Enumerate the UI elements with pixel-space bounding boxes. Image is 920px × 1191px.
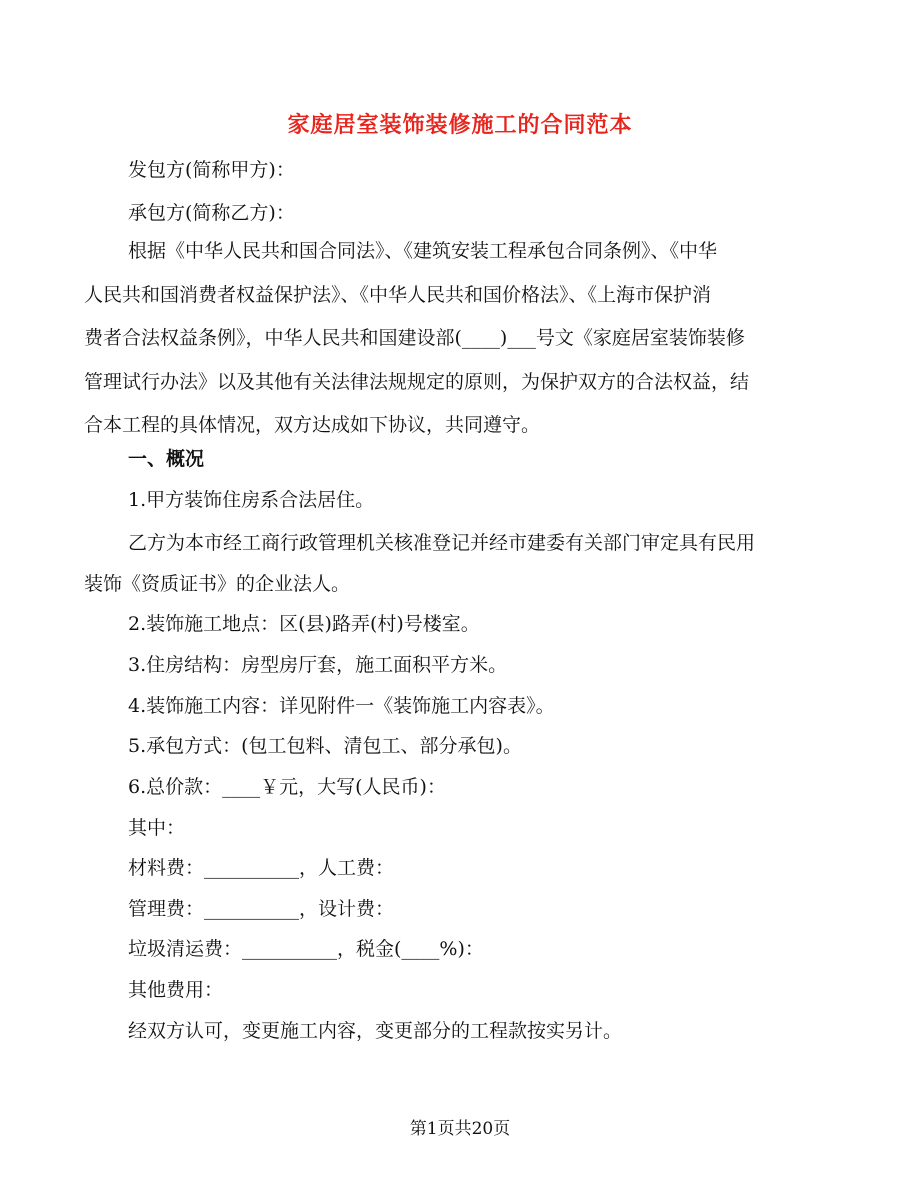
material-fee-line: 材料费：__________，人工费： [128, 857, 395, 879]
change-note-line: 经双方认可，变更施工内容，变更部分的工程款按实另计。 [128, 1020, 623, 1042]
clause-item-4: 4.装饰施工内容：详见附件一《装饰施工内容表》。 [128, 695, 555, 717]
clause-item-6: 6.总价款：____￥元，大写(人民币)： [128, 776, 446, 798]
management-fee-line: 管理费：__________，设计费： [128, 898, 395, 920]
clause-item-1: 1.甲方装饰住房系合法居住。 [128, 489, 375, 511]
preamble-line-5: 合本工程的具体情况，双方达成如下协议，共同遵守。 [84, 414, 541, 436]
document-title: 家庭居室装饰装修施工的合同范本 [287, 112, 633, 138]
garbage-fee-line: 垃圾清运费：__________，税金(____%)： [128, 938, 484, 960]
preamble-line-3: 费者合法权益条例》，中华人民共和国建设部(____)___号文《家庭居室装饰装修 [84, 327, 745, 349]
preamble-line-2: 人民共和国消费者权益保护法》、《中华人民共和国价格法》、《上海市保护消 [84, 284, 712, 306]
clause-item-1-detail-1: 乙方为本市经工商行政管理机关核准登记并经市建委有关部门审定具有民用 [128, 532, 756, 554]
section-heading-overview: 一、概况 [128, 448, 205, 470]
party-a-line: 发包方(简称甲方)： [128, 159, 295, 181]
other-fee-line: 其他费用： [128, 979, 224, 1001]
page-number: 第1页共20页 [409, 1119, 511, 1139]
clause-item-5: 5.承包方式：(包工包料、清包工、部分承包)。 [128, 735, 522, 757]
preamble-line-4: 管理试行办法》以及其他有关法律法规规定的原则，为保护双方的合法权益，结 [84, 371, 750, 393]
preamble-line-1: 根据《中华人民共和国合同法》、《建筑安装工程承包合同条例》、《中华 [128, 240, 718, 262]
party-b-line: 承包方(简称乙方)： [128, 202, 295, 224]
among-label: 其中： [128, 817, 186, 839]
clause-item-1-detail-2: 装饰《资质证书》的企业法人。 [84, 573, 351, 595]
clause-item-3: 3.住房结构：房型房厅套，施工面积平方米。 [128, 654, 508, 676]
clause-item-2: 2.装饰施工地点：区(县)路弄(村)号楼室。 [128, 613, 480, 635]
